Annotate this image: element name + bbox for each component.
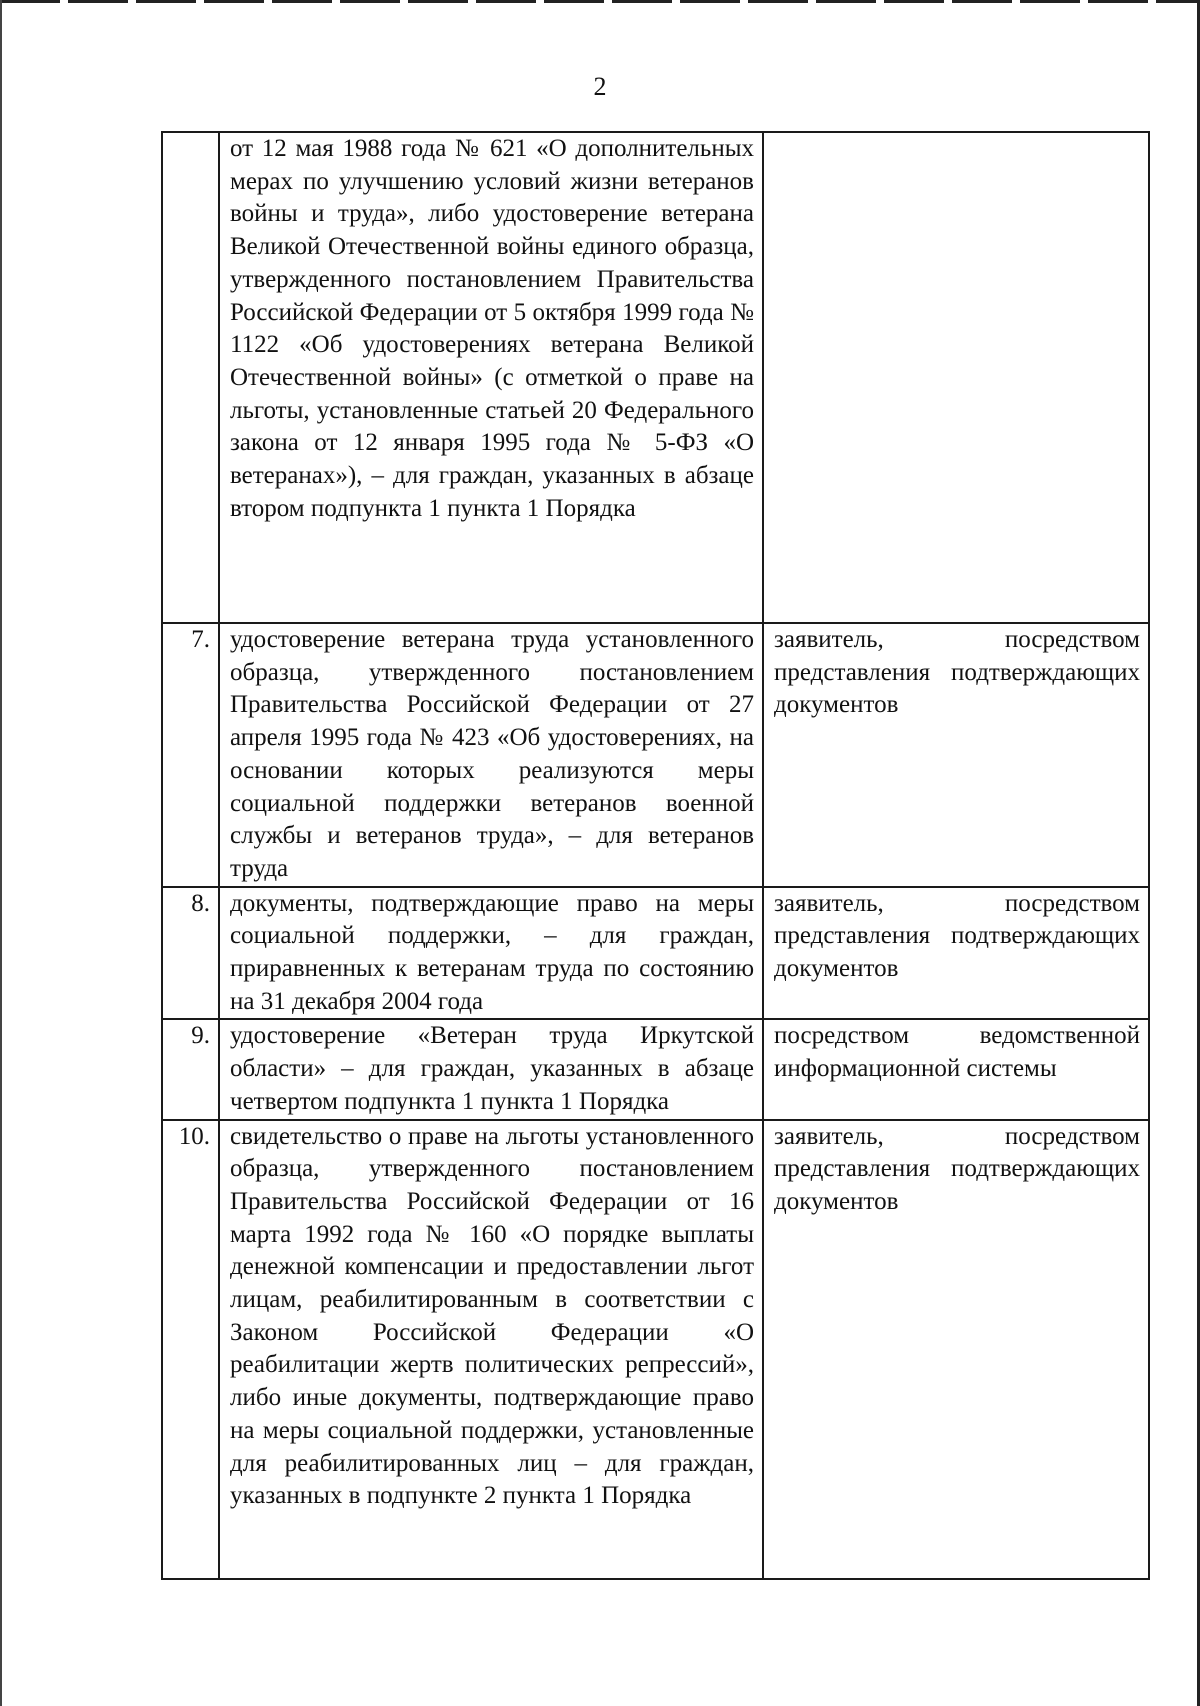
row-number: 7. — [162, 623, 219, 887]
document-description: от 12 мая 1988 года № 621 «О дополнительных мерах по улучшению условий жизни ветеранов войны и труда», либо удостоверение ветерана Великой Отечественной войны единого образца, утвержденного постановлением Правительства Российской Федерации от 5 октября 1999 года № 1122 «Об удостоверениях ветерана Великой Отечественной войны» (с отметкой о праве на льготы, установленные статьей 20 Федерального закона от 12 января 1995 года № 5-ФЗ «О ветеранах»), – для граждан, указанных в абзаце втором подпункта 1 пункта 1 Порядка — [219, 132, 763, 623]
document-description: свидетельство о праве на льготы установленного образца, утвержденного постановлением Правительства Российской Федерации от 16 марта 1992 года № 160 «О порядке выплаты денежной компенсации и предоставлении льгот лицам, реабилитированным в соответствии с Законом Российской Федерации «О реабилитации жертв политических репрессий», либо иные документы, подтверждающие право на меры социальной поддержки, установленные для реабилитированных лиц – для граждан, указанных в подпункте 2 пункта 1 Порядка — [219, 1120, 763, 1579]
row-number: 9. — [162, 1019, 219, 1119]
document-description: удостоверение ветерана труда установленного образца, утвержденного постановлением Правительства Российской Федерации от 27 апреля 1995 года № 423 «Об удостоверениях, на основании которых реализуются меры социальной поддержки ветеранов военной службы и ветеранов труда», – для ветеранов труда — [219, 623, 763, 887]
submission-method: заявитель, посредством представления подтверждающих документов — [763, 1120, 1149, 1579]
submission-method: заявитель, посредством представления подтверждающих документов — [763, 887, 1149, 1020]
document-description: документы, подтверждающие право на меры социальной поддержки, – для граждан, приравненных к ветеранам труда по состоянию на 31 декабря 2004 года — [219, 887, 763, 1020]
submission-method: заявитель, посредством представления подтверждающих документов — [763, 623, 1149, 887]
scan-edge-top — [0, 0, 1200, 3]
table-row — [162, 132, 1149, 623]
document-description: удостоверение «Ветеран труда Иркутской области» – для граждан, указанных в абзаце четвертом подпункта 1 пункта 1 Порядка — [219, 1019, 763, 1119]
documents-table — [161, 131, 1150, 1580]
submission-method: посредством ведомственной информационной системы — [763, 1019, 1149, 1119]
submission-method — [763, 132, 1149, 623]
page-number: 2 — [593, 72, 607, 101]
table-row — [162, 887, 1149, 1020]
table-row — [162, 1120, 1149, 1579]
scan-edge-left — [0, 0, 2, 1706]
row-number: 8. — [162, 887, 219, 1020]
table-row — [162, 623, 1149, 887]
row-number: 10. — [162, 1120, 219, 1579]
row-number — [162, 132, 219, 623]
table-row — [162, 1019, 1149, 1119]
